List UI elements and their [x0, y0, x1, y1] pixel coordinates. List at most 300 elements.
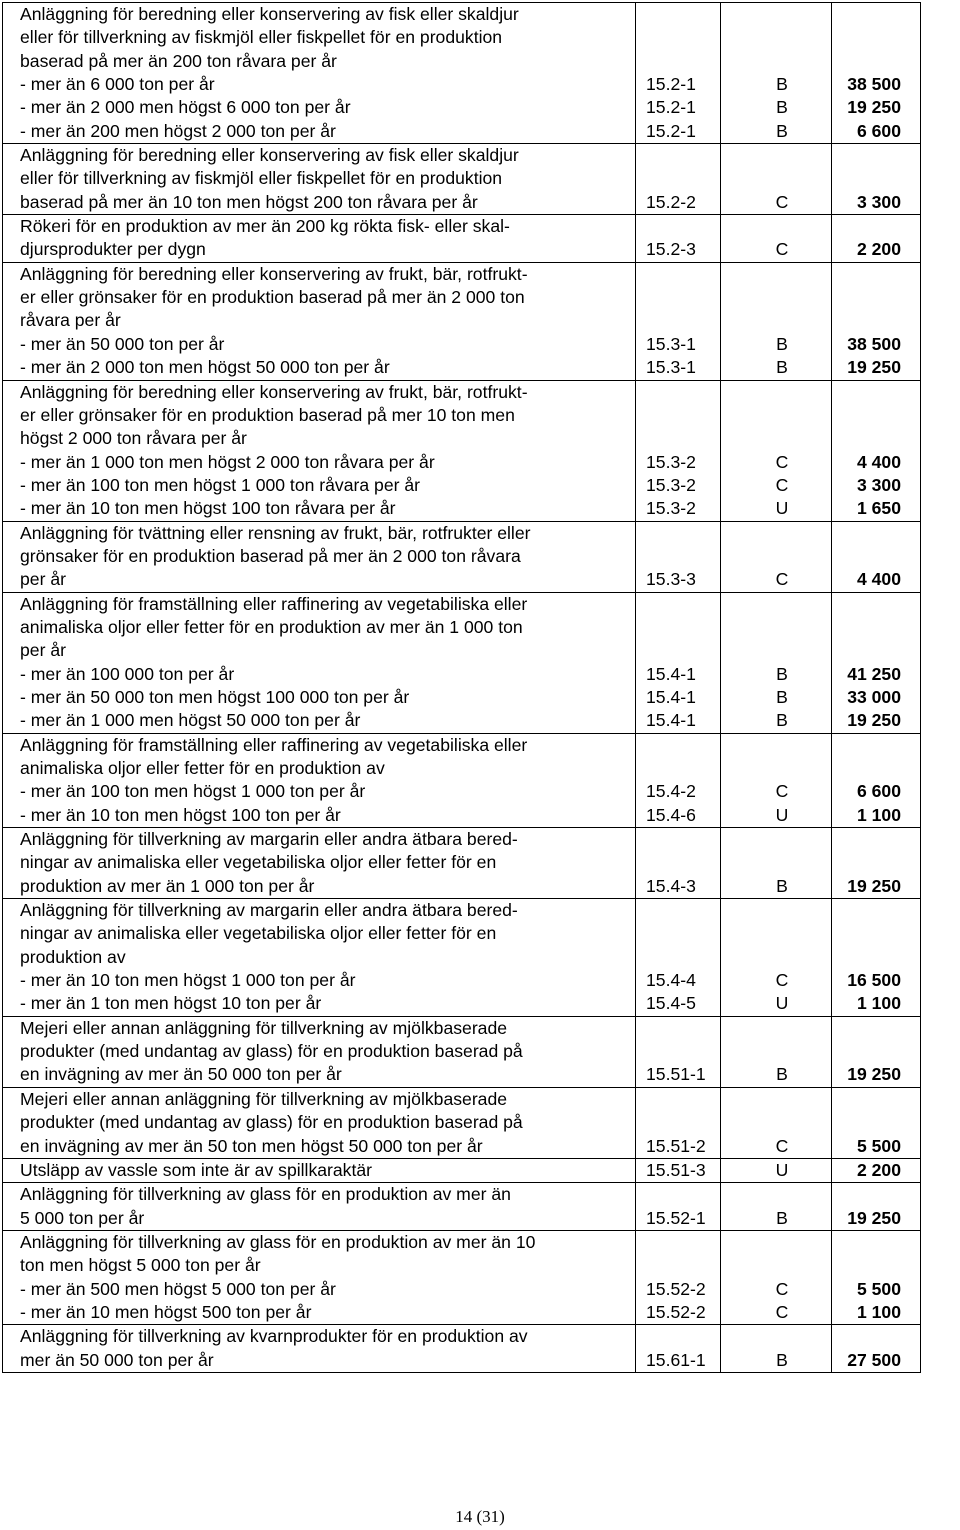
description-line: - mer än 10 men högst 500 ton per år	[20, 1301, 312, 1322]
fee-amount	[832, 404, 920, 427]
description-line: mer än 50 000 ton per år	[20, 1349, 214, 1370]
table-row	[3, 1016, 921, 1087]
fee-amount	[832, 899, 920, 922]
activity-code-cell	[636, 899, 721, 1017]
fee-amount: 6 600	[856, 781, 901, 802]
page-number: 14 (31)	[455, 1507, 505, 1526]
description-line: - mer än 50 000 ton men högst 100 000 ton per år	[20, 686, 410, 707]
activity-code: 15.61-1	[646, 1349, 706, 1370]
activity-code-cell	[636, 521, 721, 592]
fee-amount	[832, 757, 920, 780]
fee-amount	[832, 616, 920, 639]
description-line: produktion av	[20, 946, 126, 967]
activity-code: 15.2-1	[646, 120, 696, 141]
description-line: högst 2 000 ton råvara per år	[20, 428, 247, 449]
activity-class	[721, 522, 831, 545]
activity-class-cell	[721, 144, 832, 215]
activity-class-cell	[721, 733, 832, 827]
activity-class-cell	[721, 592, 832, 733]
activity-code	[636, 1231, 720, 1254]
fee-amount-cell	[832, 380, 921, 521]
description-line: Rökeri för en produktion av mer än 200 kg rökta fisk- eller skal-	[20, 216, 510, 237]
description-line: Anläggning för beredning eller konservering av frukt, bär, rotfrukt-	[20, 381, 528, 402]
activity-class	[721, 734, 831, 757]
description-line: - mer än 100 000 ton per år	[20, 663, 235, 684]
activity-class: C	[775, 569, 789, 590]
fee-amount-cell	[832, 1230, 921, 1324]
description-line: Anläggning för tillverkning av margarin eller andra ätbara bered-	[20, 900, 518, 921]
activity-code: 15.52-2	[646, 1301, 706, 1322]
fee-amount-cell	[832, 1158, 921, 1182]
description-line: per år	[20, 640, 66, 661]
fee-amount: 16 500	[847, 970, 901, 991]
fee-amount: 1 100	[856, 804, 901, 825]
description-line: - mer än 2 000 ton men högst 50 000 ton per år	[20, 357, 390, 378]
description-line: Mejeri eller annan anläggning för tillverkning av mjölkbaserade	[20, 1088, 508, 1109]
activity-class	[721, 593, 831, 616]
fee-amount: 1 100	[856, 993, 901, 1014]
description-line: - mer än 200 men högst 2 000 ton per år	[20, 120, 336, 141]
fee-amount: 1 100	[856, 1301, 901, 1322]
activity-code	[636, 1325, 720, 1348]
fee-amount	[832, 1231, 920, 1254]
table-row	[3, 215, 921, 263]
activity-code	[636, 757, 720, 780]
description-line: - mer än 100 ton men högst 1 000 ton per år	[20, 781, 366, 802]
fee-amount: 3 300	[856, 474, 901, 495]
table-row	[3, 1087, 921, 1158]
fee-amount: 19 250	[847, 1064, 901, 1085]
activity-code: 15.52-2	[646, 1278, 706, 1299]
activity-description-cell	[3, 1183, 636, 1231]
fee-amount: 2 200	[856, 239, 901, 260]
activity-description-cell	[3, 1325, 636, 1373]
activity-class: B	[776, 97, 788, 118]
description-line: 5 000 ton per år	[20, 1207, 145, 1228]
activity-description-cell	[3, 1158, 636, 1182]
activity-class	[721, 1183, 831, 1206]
fee-amount	[832, 1183, 920, 1206]
activity-code	[636, 263, 720, 286]
activity-class	[721, 922, 831, 945]
fee-amount: 19 250	[847, 875, 901, 896]
description-line: - mer än 10 ton men högst 1 000 ton per år	[20, 970, 356, 991]
activity-code: 15.3-2	[646, 451, 696, 472]
activity-class-cell	[721, 1158, 832, 1182]
activity-class	[721, 946, 831, 969]
fee-amount: 19 250	[847, 97, 901, 118]
activity-description-cell	[3, 1016, 636, 1087]
fee-amount: 38 500	[847, 74, 901, 95]
activity-code: 15.52-1	[646, 1207, 706, 1228]
fee-amount-cell	[832, 1016, 921, 1087]
fee-amount-cell	[832, 262, 921, 380]
fee-amount-cell	[832, 828, 921, 899]
activity-code-cell	[636, 262, 721, 380]
activity-class: B	[776, 120, 788, 141]
description-line: baserad på mer än 10 ton men högst 200 ton råvara per år	[20, 191, 478, 212]
activity-code	[636, 3, 720, 26]
activity-description-cell	[3, 592, 636, 733]
fee-amount	[832, 3, 920, 26]
activity-class	[721, 757, 831, 780]
activity-code	[636, 1040, 720, 1063]
activity-code	[636, 1017, 720, 1040]
fee-amount	[832, 50, 920, 73]
fee-amount	[832, 263, 920, 286]
description-line: Anläggning för tillverkning av kvarnprodukter för en produktion av	[20, 1326, 528, 1347]
activity-class: B	[776, 663, 788, 684]
table-row	[3, 521, 921, 592]
fee-amount-cell	[832, 215, 921, 263]
activity-class: B	[776, 710, 788, 731]
fee-amount-cell	[832, 1087, 921, 1158]
activity-code: 15.51-3	[646, 1159, 706, 1180]
fee-amount: 5 500	[856, 1135, 901, 1156]
activity-code: 15.2-1	[646, 74, 696, 95]
activity-code	[636, 1183, 720, 1206]
activity-class-cell	[721, 215, 832, 263]
activity-class: C	[775, 474, 789, 495]
activity-code	[636, 404, 720, 427]
activity-code: 15.2-1	[646, 97, 696, 118]
activity-code: 15.4-5	[646, 993, 696, 1014]
activity-code	[636, 946, 720, 969]
activity-description-cell	[3, 380, 636, 521]
fee-amount: 33 000	[847, 686, 901, 707]
activity-code	[636, 50, 720, 73]
description-line: Anläggning för beredning eller konservering av frukt, bär, rotfrukt-	[20, 263, 528, 284]
fee-amount: 19 250	[847, 1207, 901, 1228]
description-line: en invägning av mer än 50 ton men högst 50 000 ton per år	[20, 1135, 483, 1156]
activity-description-cell	[3, 899, 636, 1017]
description-line: - mer än 2 000 men högst 6 000 ton per år	[20, 97, 351, 118]
description-line: ningar av animaliska eller vegetabiliska oljor eller fetter för en	[20, 923, 497, 944]
activity-description-cell	[3, 262, 636, 380]
description-line: - mer än 10 ton men högst 100 ton råvara per år	[20, 498, 396, 519]
fee-amount-cell	[832, 521, 921, 592]
fee-amount-cell	[832, 733, 921, 827]
activity-code	[636, 616, 720, 639]
table-row	[3, 262, 921, 380]
fee-amount	[832, 828, 920, 851]
description-line: Mejeri eller annan anläggning för tillverkning av mjölkbaserade	[20, 1017, 508, 1038]
activity-code-cell	[636, 215, 721, 263]
activity-code: 15.51-2	[646, 1135, 706, 1156]
fee-amount	[832, 1040, 920, 1063]
activity-code	[636, 593, 720, 616]
fee-amount	[832, 1088, 920, 1111]
activity-class: C	[775, 239, 789, 260]
activity-class: U	[775, 498, 789, 519]
activity-class: C	[775, 1135, 789, 1156]
activity-class	[721, 1088, 831, 1111]
activity-code-cell	[636, 733, 721, 827]
fee-amount	[832, 1017, 920, 1040]
fee-amount-cell	[832, 592, 921, 733]
activity-description-cell	[3, 828, 636, 899]
table-row	[3, 1325, 921, 1373]
activity-class	[721, 427, 831, 450]
activity-class	[721, 899, 831, 922]
activity-class: B	[776, 1064, 788, 1085]
description-line: Anläggning för tillverkning av margarin eller andra ätbara bered-	[20, 829, 518, 850]
description-line: ningar av animaliska eller vegetabiliska oljor eller fetter för en	[20, 852, 497, 873]
activity-class: C	[775, 451, 789, 472]
activity-code: 15.3-3	[646, 569, 696, 590]
activity-code-cell	[636, 1230, 721, 1324]
activity-code: 15.2-3	[646, 239, 696, 260]
activity-code: 15.4-1	[646, 686, 696, 707]
activity-code-cell	[636, 1183, 721, 1231]
activity-description-cell	[3, 733, 636, 827]
fee-amount	[832, 1111, 920, 1134]
fee-amount	[832, 286, 920, 309]
description-line: produkter (med undantag av glass) för en produktion baserad på	[20, 1041, 523, 1062]
activity-code	[636, 215, 720, 238]
activity-class: B	[776, 333, 788, 354]
activity-description-cell	[3, 1230, 636, 1324]
activity-class	[721, 263, 831, 286]
description-line: Anläggning för framställning eller raffinering av vegetabiliska eller	[20, 734, 528, 755]
description-line: produkter (med undantag av glass) för en produktion baserad på	[20, 1112, 523, 1133]
activity-class: C	[775, 970, 789, 991]
fee-amount	[832, 427, 920, 450]
fee-amount	[832, 639, 920, 662]
fee-amount: 4 400	[856, 569, 901, 590]
activity-code	[636, 922, 720, 945]
table-row	[3, 380, 921, 521]
fee-amount	[832, 167, 920, 190]
description-line: ton men högst 5 000 ton per år	[20, 1255, 261, 1276]
activity-code-cell	[636, 1087, 721, 1158]
activity-code	[636, 828, 720, 851]
fee-amount: 4 400	[856, 451, 901, 472]
table-row	[3, 1183, 921, 1231]
description-line: Utsläpp av vassle som inte är av spillkaraktär	[20, 1159, 373, 1180]
activity-code: 15.4-2	[646, 781, 696, 802]
activity-code	[636, 734, 720, 757]
fee-amount	[832, 734, 920, 757]
fee-amount	[832, 922, 920, 945]
fee-amount: 3 300	[856, 191, 901, 212]
activity-class	[721, 1231, 831, 1254]
table-row	[3, 828, 921, 899]
fee-amount	[832, 26, 920, 49]
activity-class: B	[776, 357, 788, 378]
description-line: Anläggning för beredning eller konservering av fisk eller skaldjur	[20, 4, 519, 24]
activity-class: U	[775, 1159, 789, 1180]
activity-class	[721, 286, 831, 309]
description-line: baserad på mer än 200 ton råvara per år	[20, 50, 337, 71]
description-line: eller för tillverkning av fiskmjöl eller fiskpellet för en produktion	[20, 27, 503, 48]
table-row	[3, 899, 921, 1017]
description-line: er eller grönsaker för en produktion baserad på mer än 2 000 ton	[20, 287, 525, 308]
activity-code	[636, 167, 720, 190]
activity-code: 15.4-4	[646, 970, 696, 991]
activity-class-cell	[721, 1087, 832, 1158]
activity-code	[636, 286, 720, 309]
description-line: råvara per år	[20, 310, 121, 331]
description-line: grönsaker för en produktion baserad på mer än 2 000 ton råvara	[20, 545, 521, 566]
activity-class	[721, 215, 831, 238]
activity-code	[636, 851, 720, 874]
activity-class	[721, 50, 831, 73]
activity-code: 15.3-2	[646, 498, 696, 519]
fee-amount: 19 250	[847, 710, 901, 731]
activity-class: B	[776, 74, 788, 95]
activity-code	[636, 1088, 720, 1111]
activity-code: 15.4-3	[646, 875, 696, 896]
activity-code	[636, 309, 720, 332]
fee-amount	[832, 309, 920, 332]
activity-class-cell	[721, 828, 832, 899]
table-row	[3, 733, 921, 827]
activity-class	[721, 828, 831, 851]
activity-class	[721, 3, 831, 26]
fee-amount	[832, 1325, 920, 1348]
activity-class-cell	[721, 1183, 832, 1231]
activity-class	[721, 26, 831, 49]
activity-class-cell	[721, 521, 832, 592]
activity-code	[636, 144, 720, 167]
activity-class	[721, 1325, 831, 1348]
fee-amount	[832, 522, 920, 545]
fee-amount	[832, 215, 920, 238]
activity-class: C	[775, 1278, 789, 1299]
description-line: animaliska oljor eller fetter för en produktion av	[20, 758, 385, 778]
description-line: er eller grönsaker för en produktion baserad på mer 10 ton men	[20, 404, 515, 425]
activity-code	[636, 899, 720, 922]
fee-amount	[832, 381, 920, 404]
activity-class	[721, 1111, 831, 1134]
activity-class-cell	[721, 1230, 832, 1324]
activity-code: 15.3-2	[646, 474, 696, 495]
description-line: Anläggning för tillverkning av glass för en produktion av mer än 10	[20, 1231, 536, 1252]
description-line: Anläggning för beredning eller konservering av fisk eller skaldjur	[20, 145, 519, 166]
activity-class	[721, 639, 831, 662]
activity-code	[636, 427, 720, 450]
activity-class	[721, 309, 831, 332]
description-line: per år	[20, 569, 66, 590]
activity-code: 15.3-1	[646, 357, 696, 378]
description-line: - mer än 100 ton men högst 1 000 ton råvara per år	[20, 474, 421, 495]
activity-code	[636, 1254, 720, 1277]
activity-code: 15.4-1	[646, 710, 696, 731]
activity-class	[721, 1254, 831, 1277]
activity-description-cell	[3, 215, 636, 263]
description-line: Anläggning för tillverkning av glass för en produktion av mer än	[20, 1184, 511, 1205]
description-line: - mer än 6 000 ton per år	[20, 74, 215, 95]
activity-class	[721, 545, 831, 568]
activity-class	[721, 1040, 831, 1063]
table-row	[3, 1230, 921, 1324]
fee-amount: 2 200	[856, 1159, 901, 1180]
activity-code-cell	[636, 1016, 721, 1087]
fee-amount-cell	[832, 144, 921, 215]
activity-code-cell	[636, 144, 721, 215]
description-line: - mer än 1 ton men högst 10 ton per år	[20, 993, 322, 1014]
fee-amount	[832, 545, 920, 568]
fee-table	[2, 2, 921, 1373]
fee-amount	[832, 1254, 920, 1277]
activity-code: 15.4-6	[646, 804, 696, 825]
activity-class	[721, 144, 831, 167]
activity-class	[721, 167, 831, 190]
activity-code	[636, 639, 720, 662]
activity-class	[721, 381, 831, 404]
fee-amount	[832, 851, 920, 874]
fee-amount: 6 600	[856, 120, 901, 141]
activity-class: B	[776, 875, 788, 896]
fee-amount: 38 500	[847, 333, 901, 354]
fee-amount: 41 250	[847, 663, 901, 684]
activity-class: B	[776, 686, 788, 707]
activity-class: C	[775, 781, 789, 802]
table-row	[3, 3, 921, 144]
activity-class: B	[776, 1207, 788, 1228]
description-line: Anläggning för framställning eller raffinering av vegetabiliska eller	[20, 593, 528, 614]
fee-amount: 5 500	[856, 1278, 901, 1299]
activity-code-cell	[636, 3, 721, 144]
activity-description-cell	[3, 1087, 636, 1158]
activity-class	[721, 851, 831, 874]
activity-code: 15.3-1	[646, 333, 696, 354]
table-row	[3, 592, 921, 733]
fee-amount	[832, 144, 920, 167]
activity-code-cell	[636, 380, 721, 521]
activity-class	[721, 404, 831, 427]
activity-class: U	[775, 804, 789, 825]
description-line: - mer än 50 000 ton per år	[20, 333, 225, 354]
activity-code	[636, 545, 720, 568]
activity-code	[636, 26, 720, 49]
fee-amount: 1 650	[856, 498, 901, 519]
activity-code-cell	[636, 592, 721, 733]
activity-class: C	[775, 1301, 789, 1322]
table-row	[3, 1158, 921, 1182]
fee-table-body	[3, 3, 921, 1373]
activity-class: B	[776, 1349, 788, 1370]
fee-amount: 27 500	[847, 1349, 901, 1370]
description-line: - mer än 10 ton men högst 100 ton per år	[20, 804, 341, 825]
activity-class-cell	[721, 262, 832, 380]
activity-description-cell	[3, 521, 636, 592]
activity-code: 15.51-1	[646, 1064, 706, 1085]
activity-description-cell	[3, 144, 636, 215]
description-line: animaliska oljor eller fetter för en produktion av mer än 1 000 ton	[20, 616, 523, 637]
activity-code-cell	[636, 1325, 721, 1373]
description-line: - mer än 1 000 men högst 50 000 ton per år	[20, 710, 361, 731]
table-row	[3, 144, 921, 215]
activity-class	[721, 616, 831, 639]
activity-class-cell	[721, 3, 832, 144]
activity-code: 15.4-1	[646, 663, 696, 684]
activity-class: U	[775, 993, 789, 1014]
activity-class: C	[775, 191, 789, 212]
activity-code	[636, 522, 720, 545]
activity-class-cell	[721, 899, 832, 1017]
description-line: produktion av mer än 1 000 ton per år	[20, 875, 315, 896]
activity-code	[636, 381, 720, 404]
fee-amount	[832, 946, 920, 969]
fee-amount-cell	[832, 3, 921, 144]
description-line: - mer än 500 men högst 5 000 ton per år	[20, 1278, 336, 1299]
activity-code: 15.2-2	[646, 191, 696, 212]
activity-code-cell	[636, 1158, 721, 1182]
activity-description-cell	[3, 3, 636, 144]
activity-class-cell	[721, 380, 832, 521]
